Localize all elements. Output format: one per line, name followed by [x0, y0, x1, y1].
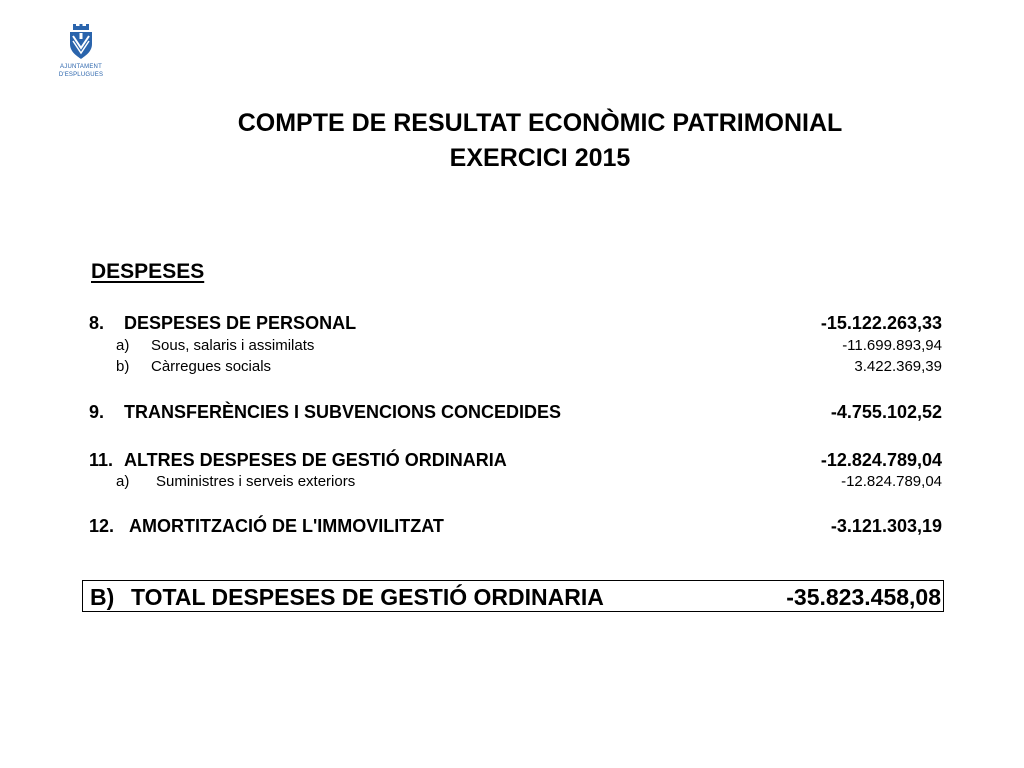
sub-item-letter: b) — [116, 358, 130, 375]
sub-item-label: Sous, salaris i assimilats — [151, 337, 315, 354]
item-label: DESPESES DE PERSONAL — [124, 313, 357, 333]
logo-text-line1: AJUNTAMENT — [60, 64, 102, 70]
item-label: TRANSFERÈNCIES I SUBVENCIONS CONCEDIDES — [124, 402, 562, 422]
sub-item-amount: -12.824.789,04 — [841, 473, 942, 490]
item-number: 8. — [89, 313, 105, 333]
line-item — [89, 402, 942, 424]
sub-item-label: Suministres i serveis exteriors — [156, 473, 356, 490]
line-item — [89, 450, 942, 472]
item-number: 11. — [89, 450, 114, 470]
item-number: 12. — [89, 516, 115, 536]
page-subtitle: EXERCICI 2015 — [449, 144, 631, 172]
sub-item — [89, 358, 942, 376]
line-item — [89, 516, 942, 538]
sub-item-letter: a) — [116, 473, 130, 490]
item-amount: -12.824.789,04 — [820, 450, 942, 470]
logo-text-line2: D'ESPLUGUES — [58, 72, 104, 78]
item-amount: -4.755.102,52 — [830, 402, 942, 422]
ajuntament-logo — [58, 24, 104, 79]
total-label: TOTAL DESPESES DE GESTIÓ ORDINARIA — [131, 584, 604, 610]
sub-item-amount: 3.422.369,39 — [854, 358, 942, 375]
coat-of-arms-icon — [67, 24, 95, 60]
item-label: ALTRES DESPESES DE GESTIÓ ORDINARIA — [124, 450, 507, 470]
item-number: 9. — [89, 402, 105, 422]
total-amount: -35.823.458,08 — [786, 584, 941, 610]
item-amount: -15.122.263,33 — [820, 313, 942, 333]
sub-item-label: Càrregues socials — [151, 358, 272, 375]
total-letter: B) — [90, 584, 115, 610]
line-item — [89, 313, 942, 335]
sub-item-amount: -11.699.893,94 — [842, 337, 942, 354]
section-heading: DESPESES — [91, 260, 205, 283]
page-title: COMPTE DE RESULTAT ECONÒMIC PATRIMONIAL — [237, 109, 843, 137]
sub-item — [89, 473, 942, 491]
sub-item-letter: a) — [116, 337, 130, 354]
sub-item — [89, 337, 942, 355]
item-amount: -3.121.303,19 — [830, 516, 942, 536]
item-label: AMORTITZACIÓ DE L'IMMOVILITZAT — [129, 516, 444, 536]
total-row — [82, 580, 944, 612]
